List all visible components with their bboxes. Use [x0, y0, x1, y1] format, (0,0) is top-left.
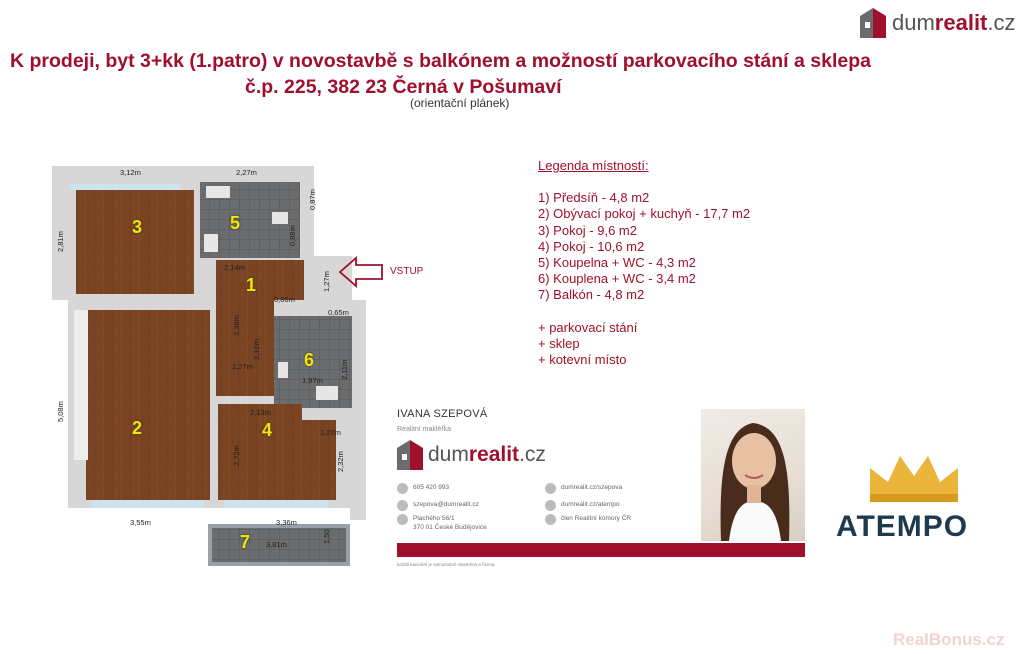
page-address: č.p. 225, 382 23 Černá v Pošumaví [245, 76, 562, 98]
page-subtitle: (orientační plánek) [410, 96, 510, 110]
legend-title: Legenda místností: [538, 158, 649, 173]
dim-top-left: 3,12m [120, 168, 141, 177]
crown-icon [866, 452, 962, 504]
agent-email[interactable]: szepova@dumrealit.cz [397, 500, 479, 511]
agent-name: IVANA SZEPOVÁ [397, 408, 488, 420]
dim-bottom-right: 3,36m [276, 518, 297, 527]
dim-hall-width: 2,14m [224, 263, 245, 272]
house-logo-icon [860, 8, 886, 38]
floor-plan-drawing [40, 160, 380, 580]
room-number-1: 1 [246, 275, 257, 295]
dim-bath6-width: 1,97m [302, 376, 323, 385]
phone-icon [397, 483, 408, 494]
agent-role: Realitní makléřka [397, 426, 452, 433]
legend-extra: + kotevní místo [538, 352, 627, 368]
dim-hall-127: 1,27m [232, 362, 253, 371]
dim-balcony-height: 1,50 [322, 529, 331, 544]
legend-item: 4) Pokoj - 10,6 m2 [538, 238, 645, 254]
atempo-logo: ATEMPO [836, 510, 969, 543]
legend-item: 5) Koupelna + WC - 4,3 m2 [538, 255, 696, 271]
agent-photo [701, 409, 805, 541]
dim-hall-height: 3,38m [232, 315, 241, 336]
footnote: každá kancelář je samostatně vlastněna a řízena [397, 562, 495, 567]
card-red-bar [397, 543, 805, 557]
room-number-3: 3 [132, 217, 143, 237]
entrance-label: VSTUP [390, 266, 424, 277]
dim-left-room2: 5,08m [56, 401, 65, 422]
location-icon [397, 514, 408, 525]
agent-dumrealit-logo[interactable]: dumrealit.cz [397, 440, 546, 470]
house-logo-icon [397, 440, 423, 470]
legend-extra: + sklep [538, 335, 580, 351]
dumrealit-logo[interactable]: dumrealit.cz [860, 8, 1016, 38]
dim-hall-212: 2,12m [252, 339, 261, 360]
room-number-2: 2 [132, 418, 143, 438]
room-number-5: 5 [230, 213, 241, 233]
room-legend [538, 158, 750, 368]
page-title: K prodeji, byt 3+kk (1.patro) v novostavbě s balkónem a možností parkovacího stání a sklepa [10, 50, 871, 72]
entrance-arrow-icon [338, 256, 384, 288]
dim-top-right: 2,27m [236, 168, 257, 177]
legend-item: 7) Balkón - 4,8 m2 [538, 287, 645, 303]
floor-plan [40, 160, 380, 580]
dim-room4-height: 2,72m [232, 445, 241, 466]
realbonus-watermark: RealBonus.cz [893, 630, 1005, 649]
room-number-6: 6 [304, 350, 315, 370]
agent-phone[interactable]: 605 420 993 [397, 483, 449, 494]
dim-balcony-width: 3,81m [266, 540, 287, 549]
badge-icon [545, 514, 556, 525]
room-number-4: 4 [262, 420, 273, 440]
dim-right-top: 0,87m [308, 189, 317, 210]
web-icon [545, 500, 556, 511]
agent-address: Plachého 56/1 370 01 České Budějovice [397, 514, 487, 532]
agent-web-link[interactable]: dumrealit.cz/szepova [545, 483, 622, 494]
dim-bottom-left: 3,55m [130, 518, 151, 527]
dim-room4-right: 2,32m [336, 451, 345, 472]
dim-bath6-top: 0,65m [328, 308, 349, 317]
email-icon [397, 500, 408, 511]
dim-left-room3: 2,81m [56, 231, 65, 252]
dim-room4-inner: 1,22m [320, 428, 341, 437]
dim-room4-width: 2,13m [250, 408, 271, 417]
dim-entry: 1,27m [322, 271, 331, 292]
legend-item: 3) Pokoj - 9,6 m2 [538, 222, 637, 238]
dim-bath-inner: 0,88m [288, 225, 297, 246]
agent-portrait-image [701, 409, 805, 541]
legend-item: 1) Předsíň - 4,8 m2 [538, 190, 650, 206]
room-number-7: 7 [240, 532, 251, 552]
legend-item: 2) Obývací pokoj + kuchyň - 17,7 m2 [538, 206, 751, 222]
dim-hall-inner: 0,86m [274, 295, 295, 304]
dim-bath6-height: 2,11m [340, 359, 349, 380]
room-1 [216, 260, 274, 396]
office-web-link[interactable]: dumrealit.cz/atempo [545, 500, 620, 511]
room-3 [76, 190, 194, 294]
legend-item: 6) Kouplena + WC - 3,4 m2 [538, 271, 696, 287]
legend-extra: + parkovací stání [538, 319, 638, 335]
web-icon [545, 483, 556, 494]
agent-membership: člen Realitní komory ČR [545, 514, 631, 525]
room-2 [86, 310, 210, 500]
